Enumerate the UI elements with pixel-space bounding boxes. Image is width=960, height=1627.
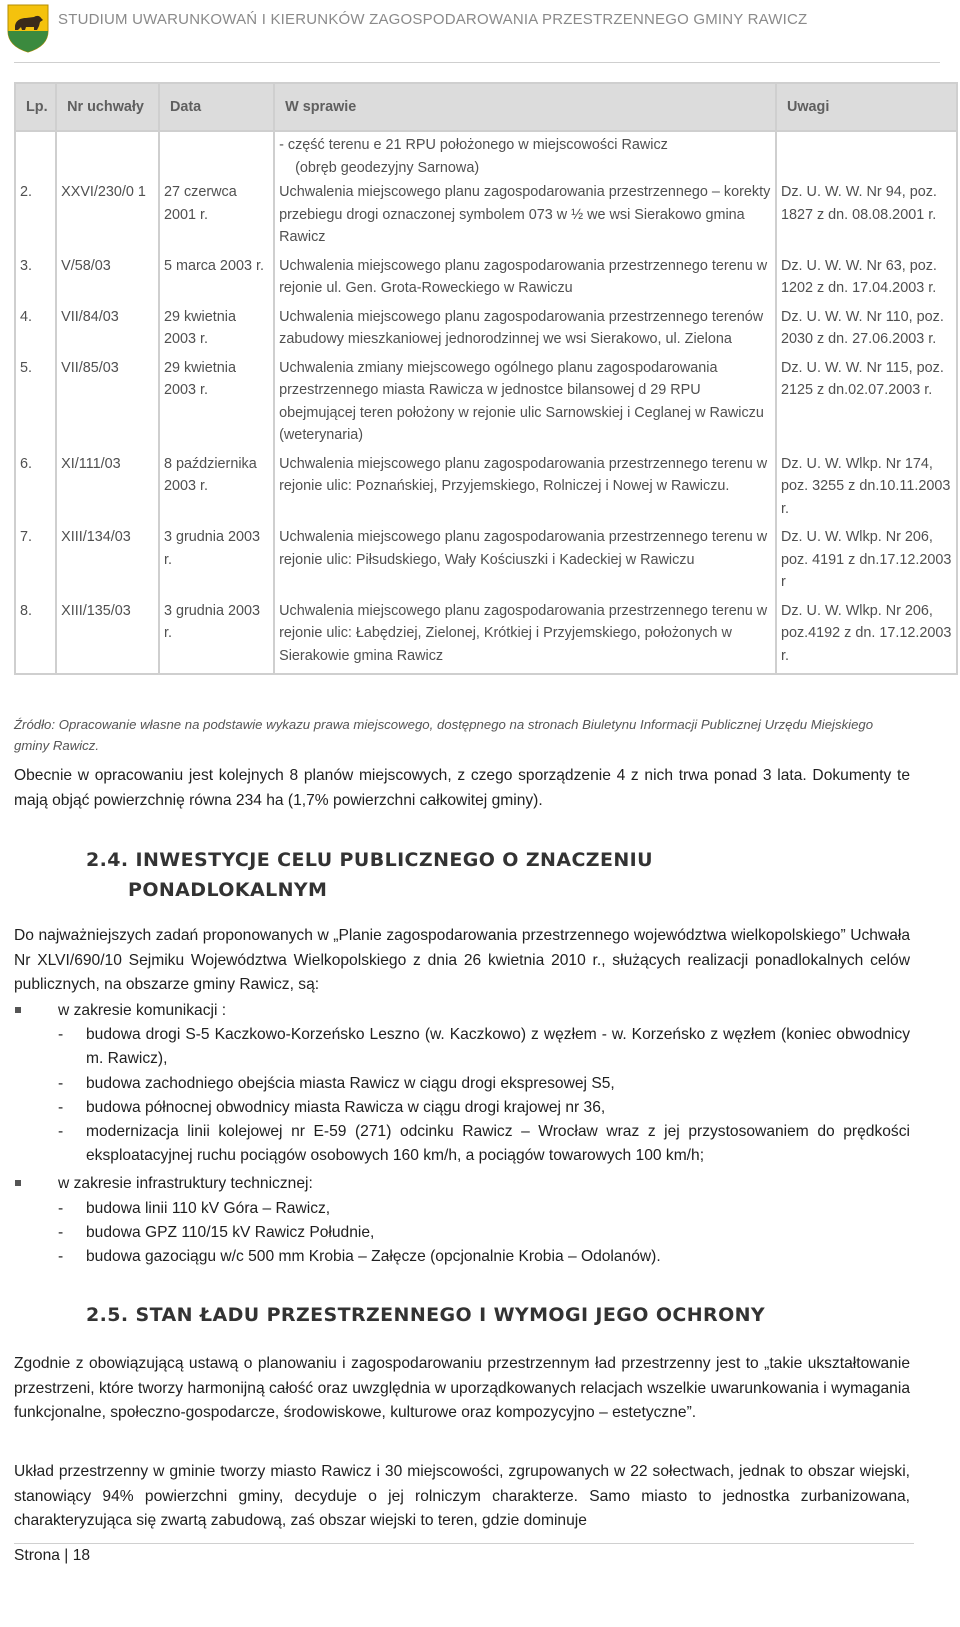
table-cell-nr: VII/85/03 bbox=[56, 357, 159, 453]
page-header bbox=[0, 0, 960, 64]
table-row bbox=[15, 357, 957, 453]
table-row bbox=[15, 453, 957, 527]
table-cell-subject: Uchwalenia miejscowego planu zagospodarowania przestrzennego terenu w rejonie ulic: Piłsudskiego, Wały Kościuszki i Kadeckiej w Rawiczu bbox=[274, 526, 776, 600]
list-item: - budowa drogi S-5 Kaczkowo-Korzeńsko Leszno (w. Kaczkowo) z węzłem - w. Korzeńsko z węzłem (koniec obwodnicy m. Rawicz), bbox=[58, 1026, 910, 1068]
list-item-text: budowa GPZ 110/15 kV Rawicz Południe, bbox=[86, 1223, 375, 1241]
continuation-line: (obręb geodezyjny Sarnowa) bbox=[295, 159, 480, 176]
table-cell-remarks: Dz. U. W. Wlkp. Nr 174, poz. 3255 z dn.10.11.2003 r. bbox=[776, 453, 957, 527]
section-number: 2.5. bbox=[86, 1304, 129, 1326]
section-heading-2-4 bbox=[86, 845, 846, 905]
list-group bbox=[14, 999, 910, 1023]
table-cell-subject bbox=[274, 131, 776, 181]
table-cell-date: 5 marca 2003 r. bbox=[159, 255, 274, 306]
table-cell-nr: V/58/03 bbox=[56, 255, 159, 306]
table-cell-subject: Uchwalenia miejscowego planu zagospodarowania przestrzennego – korekty przebiegu drogi oznaczonej symbolem 073 w ½ we wsi Sierakowo gmina Rawicz bbox=[274, 181, 776, 255]
table-cell-remarks: Dz. U. W. W. Nr 94, poz. 1827 z dn. 08.08.2001 r. bbox=[776, 181, 957, 255]
list-item: - budowa gazociągu w/c 500 mm Krobia – Załęcze (opcjonalnie Krobia – Odolanów). bbox=[58, 1248, 661, 1266]
list-item-text: budowa gazociągu w/c 500 mm Krobia – Załęcze (opcjonalnie Krobia – Odolanów). bbox=[86, 1248, 661, 1266]
page-label: Strona bbox=[14, 1547, 60, 1564]
list-group bbox=[14, 1172, 910, 1196]
table-cell-lp: 2. bbox=[15, 181, 56, 255]
table-cell-nr: XXVI/230/0 1 bbox=[56, 181, 159, 255]
table-cell-nr: XIII/134/03 bbox=[56, 526, 159, 600]
section-number: 2.4. bbox=[86, 849, 129, 871]
continuation-line: - część terenu e 21 RPU położonego w miejscowości Rawicz bbox=[279, 137, 668, 153]
table-row bbox=[15, 306, 957, 357]
table-row-continuation bbox=[15, 131, 957, 181]
table-cell-remarks: Dz. U. W. Wlkp. Nr 206, poz. 4191 z dn.17.12.2003 r bbox=[776, 526, 957, 600]
square-bullet-icon bbox=[15, 1007, 21, 1013]
page-footer bbox=[14, 1547, 90, 1565]
table-row bbox=[15, 181, 957, 255]
table-cell-subject: Uchwalenia miejscowego planu zagospodarowania przestrzennego terenu w rejonie ulic: Łabędziej, Zielonej, Krótkiej i Przyjemskiego, położonych w Sierakowie gmina Rawicz bbox=[274, 600, 776, 675]
column-header-date: Data bbox=[159, 83, 274, 131]
table-cell-date: 29 kwietnia 2003 r. bbox=[159, 357, 274, 453]
list-item-text: budowa zachodniego obejścia miasta Rawicz w ciągu drogi ekspresowej S5, bbox=[86, 1074, 615, 1092]
list-item: - budowa linii 110 kV Góra – Rawicz, bbox=[58, 1199, 331, 1217]
section-heading-2-5 bbox=[86, 1300, 906, 1330]
table-cell-remarks: Dz. U. W. W. Nr 63, poz. 1202 z dn. 17.04.2003 r. bbox=[776, 255, 957, 306]
list-item: - modernizacja linii kolejowej nr E-59 (271) odcinku Rawicz – Wrocław wraz z jej przystosowaniem do prędkości eksploatacyjnej ruchu pociągów osobowych 160 km/h, a pociągów towarowych 100 km/h; bbox=[58, 1123, 910, 1165]
column-header-remarks: Uwagi bbox=[776, 83, 957, 131]
table-cell-lp: 6. bbox=[15, 453, 56, 527]
list-item-text: budowa linii 110 kV Góra – Rawicz, bbox=[86, 1199, 331, 1217]
section-2-5-paragraph-2: Układ przestrzenny w gminie tworzy miasto Rawicz i 30 miejscowości, zgrupowanych w 22 sołectwach, jednak to obszar wiejski, stanowiący 94% powierzchni gminy, decyduje o jej rolniczym charakterze. Samo miasto to jednostka zurbanizowana, charakteryzująca się zwartą zabudową, zaś obszar wiejski to teren, gdzie dominuje bbox=[14, 1463, 910, 1529]
square-bullet-icon bbox=[15, 1180, 21, 1186]
column-header-nr: Nr uchwały bbox=[56, 83, 159, 131]
table-cell-date: 8 października 2003 r. bbox=[159, 453, 274, 527]
table-row bbox=[15, 600, 957, 675]
section-title: INWESTYCJE CELU PUBLICZNEGO O ZNACZENIU bbox=[135, 849, 653, 871]
table-cell-subject: Uchwalenia miejscowego planu zagospodarowania przestrzennego terenu w rejonie ulic: Poznańskiej, Przyjemskiego, Rolniczej i Nowej w Rawiczu. bbox=[274, 453, 776, 527]
table-cell-date: 3 grudnia 2003 r. bbox=[159, 526, 274, 600]
table-cell-lp: 4. bbox=[15, 306, 56, 357]
table-cell-date: 29 kwietnia 2003 r. bbox=[159, 306, 274, 357]
table-cell-remarks: Dz. U. W. Wlkp. Nr 206, poz.4192 z dn. 17.12.2003 r. bbox=[776, 600, 957, 675]
header-divider bbox=[14, 62, 940, 63]
table-header-row bbox=[15, 83, 957, 131]
table-cell-subject: Uchwalenia miejscowego planu zagospodarowania przestrzennego terenu w rejonie ul. Gen. Grota-Roweckiego w Rawiczu bbox=[274, 255, 776, 306]
table-cell-remarks: Dz. U. W. W. Nr 115, poz. 2125 z dn.02.07.2003 r. bbox=[776, 357, 957, 453]
table-cell-date: 3 grudnia 2003 r. bbox=[159, 600, 274, 675]
list-item-text: budowa drogi S-5 Kaczkowo-Korzeńsko Leszno (w. Kaczkowo) z węzłem - w. Korzeńsko z węzłem (koniec obwodnicy m. Rawicz), bbox=[86, 1026, 910, 1068]
footer-separator: | bbox=[64, 1547, 69, 1564]
table-cell-date: 27 czerwca 2001 r. bbox=[159, 181, 274, 255]
table-cell-lp: 7. bbox=[15, 526, 56, 600]
footer-divider bbox=[14, 1543, 914, 1544]
investments-list bbox=[14, 999, 910, 1269]
document-title: STUDIUM UWARUNKOWAŃ I KIERUNKÓW ZAGOSPODAROWANIA PRZESTRZENNEGO GMINY RAWICZ bbox=[58, 11, 808, 28]
table-cell-nr: VII/84/03 bbox=[56, 306, 159, 357]
section-title: STAN ŁADU PRZESTRZENNEGO I WYMOGI JEGO OCHRONY bbox=[135, 1304, 766, 1326]
section-2-4-paragraph: Do najważniejszych zadań proponowanych w „Planie zagospodarowania przestrzennego województwa wielkopolskiego” Uchwała Nr XLVI/690/10 Sejmiku Województwa Wielkopolskiego z dnia 26 kwietnia 2010 r., służących realizacji ponadlokalnych celów publicznych, na obszarze gminy Rawicz, są: bbox=[14, 927, 910, 993]
table-cell-lp: 8. bbox=[15, 600, 56, 675]
table-cell-subject: Uchwalenia zmiany miejscowego ogólnego planu zagospodarowania przestrzennego miasta Rawicza w jednostce bilansowej d 29 RPU obejmującej teren położony w rejonie ulic Sarnowskiej i Ceglanej w Rawiczu (weterynaria) bbox=[274, 357, 776, 453]
column-header-subject: W sprawie bbox=[274, 83, 776, 131]
table-cell-nr: XI/111/03 bbox=[56, 453, 159, 527]
page-number: 18 bbox=[72, 1547, 91, 1564]
list-group-heading: w zakresie komunikacji : bbox=[58, 1002, 227, 1019]
table-cell-subject: Uchwalenia miejscowego planu zagospodarowania przestrzennego terenów zabudowy mieszkaniowej jednorodzinnej we wsi Sierakowo, ul. Zielona bbox=[274, 306, 776, 357]
list-item-text: budowa północnej obwodnicy miasta Rawicza w ciągu drogi krajowej nr 36, bbox=[86, 1098, 606, 1116]
column-header-lp: Lp. bbox=[15, 83, 56, 131]
table-source-note: Źródło: Opracowanie własne na podstawie wykazu prawa miejscowego, dostępnego na stronach Biuletynu Informacji Publicznej Urzędu Miejskiego gminy Rawicz. bbox=[14, 717, 874, 753]
list-group-heading: w zakresie infrastruktury technicznej: bbox=[58, 1175, 313, 1193]
list-item: - budowa GPZ 110/15 kV Rawicz Południe, bbox=[58, 1223, 375, 1241]
resolutions-table bbox=[14, 82, 958, 675]
table-row bbox=[15, 255, 957, 306]
section-2-5-paragraph-1: Zgodnie z obowiązującą ustawą o planowaniu i zagospodarowaniu przestrzennym ład przestrzenny jest to „takie ukształtowanie przestrzeni, które tworzy harmonijną całość oraz uwzględnia w uporządkowanych relacjach wszelkie uwarunkowania i wymagania funkcjonalne, społeczno-gospodarcze, środowiskowe, kulturowe oraz kompozycyjno – estetyczne”. bbox=[14, 1355, 910, 1421]
coat-of-arms-bear-icon bbox=[6, 3, 50, 53]
section-title-continued: PONADLOKALNYM bbox=[128, 879, 328, 901]
intro-paragraph: Obecnie w opracowaniu jest kolejnych 8 planów miejscowych, z czego sporządzenie 4 z nich trwa ponad 3 lata. Dokumenty te mają objąć powierzchnię równa 234 ha (1,7% powierzchni całkowitej gminy). bbox=[14, 767, 910, 809]
list-item: - budowa północnej obwodnicy miasta Rawicza w ciągu drogi krajowej nr 36, bbox=[58, 1098, 606, 1116]
table-cell-lp: 5. bbox=[15, 357, 56, 453]
list-item: - budowa zachodniego obejścia miasta Rawicz w ciągu drogi ekspresowej S5, bbox=[58, 1074, 615, 1092]
list-item-text: modernizacja linii kolejowej nr E-59 (271) odcinku Rawicz – Wrocław wraz z jej przystosowaniem do prędkości eksploatacyjnej ruchu pociągów osobowych 160 km/h, a pociągów towarowych 100 km/h; bbox=[86, 1123, 910, 1165]
table-cell-lp: 3. bbox=[15, 255, 56, 306]
table-cell-remarks: Dz. U. W. W. Nr 110, poz. 2030 z dn. 27.06.2003 r. bbox=[776, 306, 957, 357]
table-row bbox=[15, 526, 957, 600]
table-cell-nr: XIII/135/03 bbox=[56, 600, 159, 675]
